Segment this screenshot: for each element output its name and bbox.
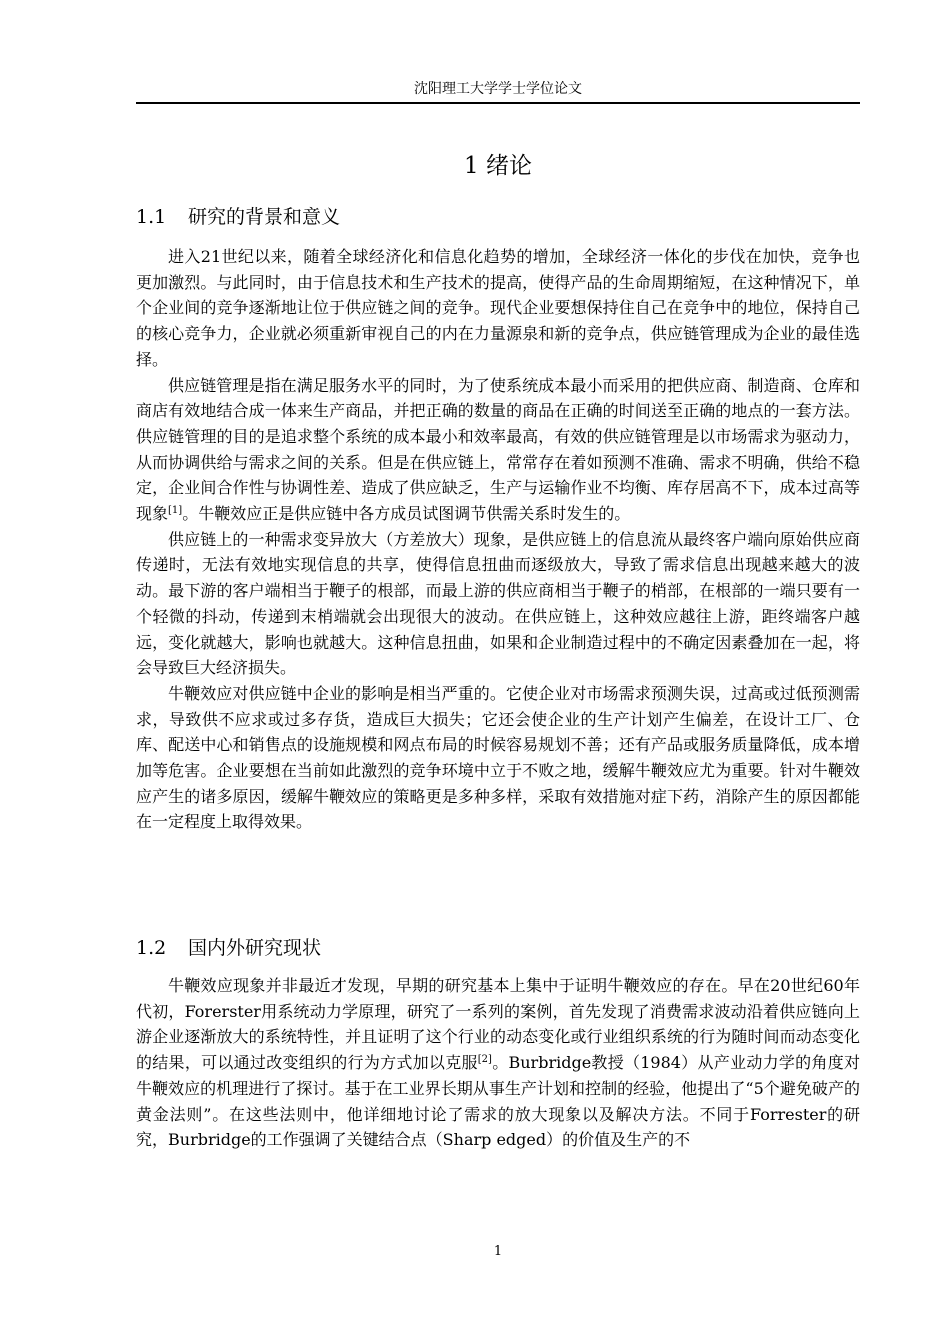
page-number: 1 [493,1244,503,1259]
paragraph: 进入21世纪以来，随着全球经济化和信息化趋势的增加，全球经济一体化的步伐在加快，竞争也更加激烈。与此同时，由于信息技术和生产技术的提高，使得产品的生命周期缩短，在这种情况下，单个企业间的竞争逐渐地让位于供应链之间的竞争。现代企业要想保持住自己在竞争中的地位，保持自己的核心竞争力，企业就必须重新审视自己的内在力量源泉和新的竞争点，供应链管理成为企业的最佳选择。 [136,247,860,369]
paragraph: 牛鞭效应现象并非最近才发现，早期的研究基本上集中于证明牛鞭效应的存在。早在20世纪60年代初，Forerster用系统动力学原理，研究了一系列的案例，首先发现了消费需求波动沿着供应链向上游企业逐渐放大的系统特性，并且证明了这个行业的动态变化或行业组织系统的行为随时间而动态变化的结果，可以通过改变组织的行为方式加以克服[2]。Burbridge教授（1984）从产业动力学的角度对牛鞭效应的机理进行了探讨。基于在工业界长期从事生产计划和控制的经验，他提出了“5个避免破产的黄金法则”。在这些法则中，他详细地讨论了需求的放大现象以及解决方法。不同于Forrester的研究，Burbridge的工作强调了关键结合点（Sharp edged）的价值及生产的不 [136,976,860,1150]
section-number: 1.1 [136,206,167,228]
section-1-2-body [136,973,860,1153]
section-number: 1.2 [136,937,167,959]
paragraph: 供应链管理是指在满足服务水平的同时，为了使系统成本最小而采用的把供应商、制造商、仓库和商店有效地结合成一体来生产商品，并把正确的数量的商品在正确的时间送至正确的地点的一套方法。供应链管理的目的是追求整个系统的成本最小和效率最高，有效的供应链管理是以市场需求为驱动力，从而协调供给与需求之间的关系。但是在供应链上，常常存在着如预测不准确、需求不明确，供给不稳定，企业间合作性与协调性差、造成了供应缺乏，生产与运输作业不均衡、库存居高不下，成本过高等现象[1]。牛鞭效应正是供应链中各方成员试图调节供需关系时发生的。 [136,375,860,524]
section-title: 国内外研究现状 [188,937,322,959]
paragraph: 供应链上的一种需求变异放大（方差放大）现象，是供应链上的信息流从最终客户端向原始供应商传递时，无法有效地实现信息的共享，使得信息扭曲而逐级放大，导致了需求信息出现越来越大的波动。最下游的客户端相当于鞭子的根部，而最上游的供应商相当于鞭子的梢部，在根部的一端只要有一个轻微的抖动，传递到末梢端就会出现很大的波动。在供应链上，这种效应越往上游，距终端客户越远，变化就越大，影响也就越大。这种信息扭曲，如果和企业制造过程中的不确定因素叠加在一起，将会导致巨大经济损失。 [136,529,860,678]
header-rule [136,102,860,104]
citation-ref: [2] [477,1054,492,1066]
paragraph: 牛鞭效应对供应链中企业的影响是相当严重的。它使企业对市场需求预测失误，过高或过低预测需求，导致供不应求或过多存货，造成巨大损失；它还会使企业的生产计划产生偏差，在设计工厂、仓库、配送中心和销售点的设施规模和网点布局的时候容易规划不善；还有产品或服务质量降低，成本增加等危害。企业要想在当前如此激烈的竞争环境中立于不败之地，缓解牛鞭效应尤为重要。针对牛鞭效应产生的诸多原因，缓解牛鞭效应的策略更是多种多样，采取有效措施对症下药，消除产生的原因都能在一定程度上取得效果。 [136,683,860,832]
section-title: 研究的背景和意义 [188,206,341,228]
chapter-title: 1 绪论 [464,153,532,179]
section-heading-1-1 [136,204,860,230]
running-header: 沈阳理工大学学士学位论文 [414,81,582,97]
citation-ref: [1] [168,505,183,517]
section-heading-1-2 [136,935,860,961]
section-1-1-body [136,244,860,835]
